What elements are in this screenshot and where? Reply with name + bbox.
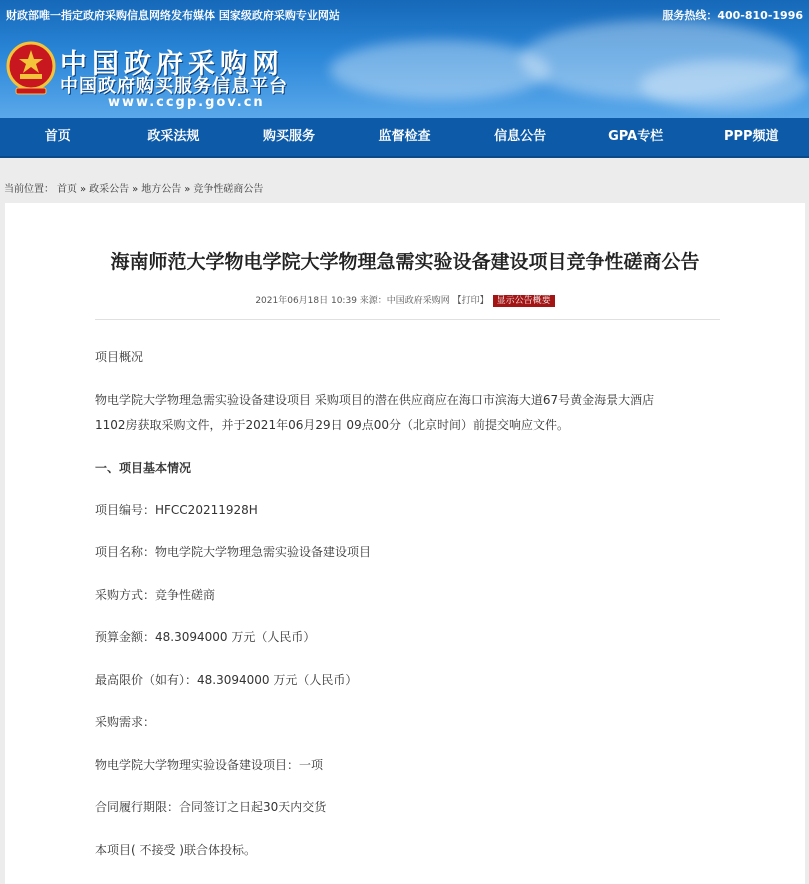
- cloud-decoration: [330, 40, 550, 100]
- article-meta: [5, 293, 805, 306]
- paragraph: 预算金额：48.3094000 万元（人民币）: [95, 630, 316, 644]
- article-title: 海南师范大学物电学院大学物理急需实验设备建设项目竞争性磋商公告: [110, 251, 700, 273]
- top-info-bar: [0, 0, 809, 28]
- paragraph: 合同履行期限：合同签订之日起30天内交货: [95, 800, 327, 814]
- paragraph: 1102房获取采购文件，并于2021年06月29日 09点00分（北京时间）前提交响应文件。: [95, 418, 569, 432]
- paragraph: 最高限价（如有）：48.3094000 万元（人民币）: [95, 673, 358, 687]
- show-summary-button[interactable]: 显示公告概要: [493, 295, 555, 307]
- service-hotline: 服务热线：400-810-1996: [662, 9, 803, 22]
- paragraph: 本项目( 不接受 )联合体投标。: [95, 843, 256, 857]
- paragraph: 采购需求：: [95, 715, 156, 729]
- nav-item-supervision[interactable]: 监督检查: [378, 129, 431, 144]
- breadcrumb: [4, 180, 266, 195]
- site-slogan: 财政部唯一指定政府采购信息网络发布媒体 国家级政府采购专业网站: [6, 9, 340, 22]
- breadcrumb-link-category[interactable]: 竞争性磋商公告: [193, 184, 264, 195]
- national-emblem-icon[interactable]: [6, 40, 56, 96]
- article-card: [5, 203, 805, 884]
- divider: [95, 319, 720, 320]
- nav-item-services[interactable]: 购买服务: [262, 129, 315, 144]
- breadcrumb-prefix: 当前位置：: [4, 184, 54, 195]
- site-subtitle: 中国政府购买服务信息平台: [60, 76, 288, 97]
- paragraph: 项目名称：物电学院大学物理急需实验设备建设项目: [95, 545, 372, 559]
- nav-item-home[interactable]: 首页: [44, 129, 71, 144]
- nav-item-announcements[interactable]: 信息公告: [494, 129, 547, 144]
- paragraph: 项目概况: [95, 350, 144, 364]
- paragraph: 采购方式：竞争性磋商: [95, 588, 216, 602]
- header-banner: [0, 0, 809, 118]
- paragraph: 项目编号：HFCC20211928H: [95, 503, 258, 517]
- nav-item-gpa[interactable]: GPA专栏: [608, 129, 664, 144]
- breadcrumb-link-announcements[interactable]: 政采公告: [89, 184, 130, 195]
- article-date-source: 2021年06月18日 10:39 来源：中国政府采购网: [255, 296, 453, 306]
- main-nav: [0, 118, 809, 158]
- section-heading: 一、项目基本情况: [95, 461, 192, 475]
- breadcrumb-link-local[interactable]: 地方公告: [141, 184, 182, 195]
- site-url[interactable]: www.ccgp.gov.cn: [108, 95, 265, 110]
- breadcrumb-link-home[interactable]: 首页: [57, 184, 77, 195]
- breadcrumb-separator: »: [184, 184, 191, 195]
- paragraph: 物电学院大学物理实验设备建设项目：一项: [95, 758, 324, 772]
- paragraph: 物电学院大学物理急需实验设备建设项目 采购项目的潜在供应商应在海口市滨海大道67号黄金海景大酒店: [95, 393, 655, 407]
- nav-item-ppp[interactable]: PPP频道: [723, 129, 779, 144]
- breadcrumb-separator: »: [132, 184, 139, 195]
- breadcrumb-separator: »: [80, 184, 87, 195]
- print-link[interactable]: 【打印】: [452, 296, 489, 306]
- nav-item-regulations[interactable]: 政采法规: [147, 129, 200, 144]
- cloud-decoration: [640, 60, 809, 110]
- site-name[interactable]: 中国政府采购网: [60, 49, 284, 80]
